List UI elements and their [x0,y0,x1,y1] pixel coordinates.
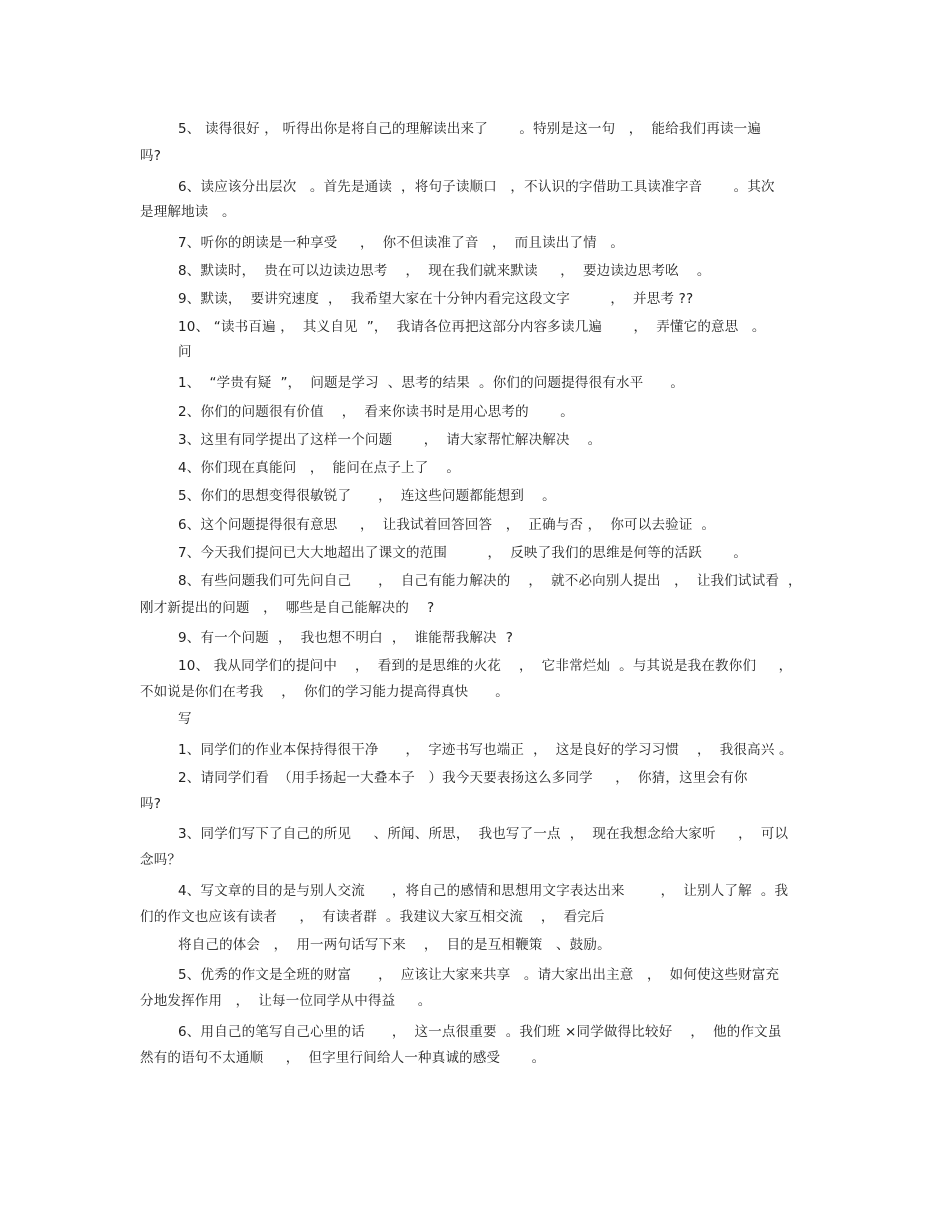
text-line: 2、请同学们看 （用手扬起一大叠本子 ）我今天要表扬这么多同学 ， 你猜，这里会有你 [178,770,748,786]
section-heading: 写 [178,711,192,727]
section-heading: 问 [178,344,192,360]
text-line: 10、 我从同学们的提问中 ， 看到的是思维的火花 ， 它非常烂灿 。与其说是我在教你们 ， [178,658,793,674]
text-line: 8、默读时， 贵在可以边读边思考 ， 现在我们就来默读 ， 要边读边思考吆 。 [178,263,711,279]
text-line: 刚才新提出的问题 ， 哪些是自己能解决的 ? [140,600,435,616]
text-line: 9、有一个问题 ， 我也想不明白 ， 谁能帮我解决 ? [178,630,514,646]
text-line: 分地发挥作用 ， 让每一位同学从中得益 。 [140,993,432,1009]
text-line: 7、今天我们提问已大大地超出了课文的范围 ， 反映了我们的思维是何等的活跃 。 [178,545,748,561]
text-line: 不如说是你们在考我 ， 你们的学习能力提高得真快 。 [140,684,509,700]
text-line: 3、同学们写下了自己的所见 、所闻、所思， 我也写了一点 ， 现在我想念给大家听 ， 可以 [178,826,789,842]
text-line: 然有的语句不太通顺 ， 但字里行间给人一种真诚的感受 。 [140,1050,546,1066]
text-line: 将自己的体会 ， 用一两句话写下来 ， 目的是互相鞭策 、鼓励。 [178,937,611,953]
text-line: 5、你们的思想变得很敏锐了 ， 连这些问题都能想到 。 [178,488,556,504]
text-line: 4、你们现在真能问 ， 能问在点子上了 。 [178,460,461,476]
text-line: 念吗？ [140,852,182,868]
text-line: 3、这里有同学提出了这样一个问题 ， 请大家帮忙解决解决 。 [178,432,602,448]
text-line: 10、 “读书百遍 ， 其义自见 ”， 我请各位再把这部分内容多读几遍 ， 弄懂它的意思 。 [178,319,766,335]
text-line: 4、写文章的目的是与别人交流 ，将自己的感情和思想用文字表达出来 ， 让别人了解 。我 [178,883,789,899]
text-line: 8、有些问题我们可先问自己 ， 自己有能力解决的 ， 就不必向别人提出 ， 让我们试试看 ， [178,573,802,589]
text-line: 2、你们的问题很有价值 ， 看来你读书时是用心思考的 。 [178,404,574,420]
text-line: 6、这个问题提得很有意思 ， 让我试着回答回答 ， 正确与否 ， 你可以去验证 。 [178,517,716,533]
text-line: 吗? [140,796,162,812]
text-line: 5、优秀的作文是全班的财富 ， 应该让大家来共享 。请大家出出主意 ， 如何使这些财富充 [178,967,780,983]
text-line: 9、默读， 要讲究速度 ， 我希望大家在十分钟内看完这段文字 ， 并思考 ?? [178,291,694,307]
text-line: 吗? [140,148,162,164]
text-line: 1、 “学贵有疑 ”， 问题是学习 、思考的结果 。你们的问题提得很有水平 。 [178,375,685,391]
text-line: 7、听你的朗读是一种享受 ， 你不但读准了音 ， 而且读出了情 。 [178,235,625,251]
text-line: 6、用自己的笔写自己心里的话 ， 这一点很重要 。我们班 ×同学做得比较好 ， 他的作文虽 [178,1024,782,1040]
text-line: 1、同学们的作业本保持得很干净 ， 字迹书写也端正 ， 这是良好的学习习惯 ， 我很高兴 。 [178,742,793,758]
text-line: 5、 读得很好 ， 听得出你是将自己的理解读出来了 。特别是这一句 ， 能给我们再读一遍 [178,121,762,137]
text-line: 们的作文也应该有读者 ， 有读者群 。我建议大家互相交流 ， 看完后 [140,909,605,925]
text-line: 6、读应该分出层次 。首先是通读 ，将句子读顺口 ，不认识的字借助工具读准字音 。其次 [178,179,775,195]
text-line: 是理解地读 。 [140,204,236,220]
